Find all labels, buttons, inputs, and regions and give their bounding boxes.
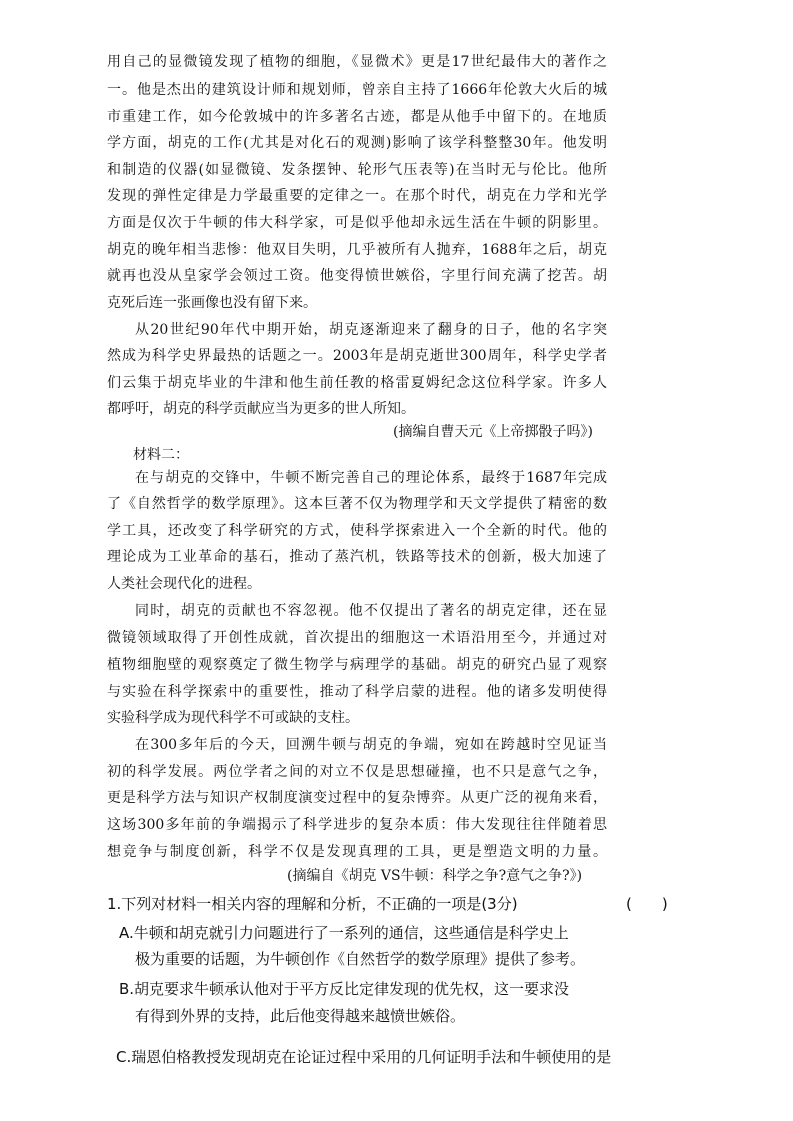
material1-line: 市重建工作，如今伦敦城中的许多著名古迹，都是从他手中留下的。在地质: [107, 109, 607, 125]
material2-line: 在300多年后的今天，回溯牛顿与胡克的争端，宛如在跨越时空见证当: [135, 737, 607, 753]
material2-line: 实验科学成为现代科学不可或缺的支柱。: [107, 710, 359, 726]
material2-line: 了《自然哲学的数学原理》。这本巨著不仅为物理学和天文学提供了精密的数: [107, 496, 607, 512]
option-b: B.胡克要求牛顿承认他对于平方反比定律发现的优先权，这一要求没: [119, 980, 570, 998]
material1-line: 然成为科学史界最热的话题之一。2003年是胡克逝世300周年，科学史学者: [107, 348, 607, 364]
option-a: A.牛顿和胡克就引力问题进行了一系列的通信，这些通信是科学史上: [119, 924, 569, 942]
material1-line: 胡克的晚年相当悲惨：他双目失明，几乎被所有人抛弃，1688年之后，胡克: [107, 242, 607, 258]
option-a-continued: 极为重要的话题，为牛顿创作《自然哲学的数学原理》提供了参考。: [135, 950, 586, 968]
material1-line: 一。他是杰出的建筑设计师和规划师，曾亲自主持了1666年伦敦大火后的城: [107, 82, 607, 98]
material2-line: 理论成为工业革命的基石，推动了蒸汽机，铁路等技术的创新，极大加速了: [107, 549, 607, 565]
material2-line: 这场300多年前的争端揭示了科学进步的复杂本质：伟大发现往往伴随着思: [107, 817, 607, 833]
material1-line: 就再也没从皇家学会领过工资。他变得愤世嫉俗，字里行间充满了挖苦。胡: [107, 268, 607, 284]
material2-line: 更是科学方法与知识产权制度演变过程中的复杂博弈。从更广泛的视角来看，: [107, 790, 607, 806]
material2-line: 学工具，还改变了科学研究的方式，使科学探索进入一个全新的时代。他的: [107, 523, 607, 539]
material1-line: 从20世纪90年代中期开始，胡克逐渐迎来了翻身的日子，他的名字突: [135, 322, 607, 338]
material2-line: 与实验在科学探索中的重要性，推动了科学启蒙的进程。他的诸多发明使得: [107, 684, 607, 700]
material1-line: 克死后连一张画像也没有留下来。: [107, 295, 317, 311]
question-stem: 1.下列对材料一相关内容的理解和分析，不正确的一项是(3分): [107, 895, 518, 913]
material1-line: 用自己的显微镜发现了植物的细胞，《显微术》更是17世纪最伟大的著作之: [107, 54, 607, 70]
material1-line: 学方面，胡克的工作(尤其是对化石的观测)影响了该学科整整30年。他发明: [107, 135, 607, 151]
material1-line: 都呼吁，胡克的科学贡献应当为更多的世人所知。: [107, 401, 415, 417]
material1-line: 们云集于胡克毕业的牛津和他生前任教的格雷夏姆纪念这位科学家。许多人: [107, 375, 607, 391]
material2-line: 植物细胞壁的观察奠定了微生物学与病理学的基础。胡克的研究凸显了观察: [107, 657, 607, 673]
material2-line: 想竞争与制度创新，科学不仅是发现真理的工具，更是塑造文明的力量。: [107, 844, 607, 860]
material2-line: 初的科学发展。两位学者之间的对立不仅是思想碰撞，也不只是意气之争，: [107, 764, 607, 780]
option-b-continued: 有得到外界的支持，此后他变得越来越愤世嫉俗。: [135, 1007, 466, 1025]
material1-line: 方面是仅次于牛顿的伟大科学家，可是似乎他却永远生活在牛顿的阴影里。: [107, 215, 607, 231]
answer-blank: ( ): [626, 895, 668, 913]
material2-line: 同时，胡克的贡献也不容忽视。他不仅提出了著名的胡克定律，还在显: [135, 603, 607, 619]
material1-source: (摘编自曹天元《上帝掷骰子吗》): [393, 424, 593, 440]
material2-line: 人类社会现代化的进程。: [107, 576, 261, 592]
material2-label: 材料二：: [133, 447, 189, 463]
material2-line: 在与胡克的交锋中，牛顿不断完善自己的理论体系，最终于1687年完成: [135, 470, 607, 486]
material2-line: 微镜领域取得了开创性成就，首次提出的细胞这一术语沿用至今，并通过对: [107, 630, 607, 646]
option-c: C.瑞恩伯格教授发现胡克在论证过程中采用的几何证明手法和牛顿使用的是: [116, 1048, 612, 1066]
material2-source: (摘编自《胡克 VS牛顿：科学之争?意气之争?》): [287, 868, 583, 884]
material1-line: 发现的弹性定律是力学最重要的定律之一。在那个时代，胡克在力学和光学: [107, 188, 607, 204]
material1-line: 和制造的仪器(如显微镜、发条摆钟、轮形气压表等)在当时无与伦比。他所: [107, 162, 607, 178]
